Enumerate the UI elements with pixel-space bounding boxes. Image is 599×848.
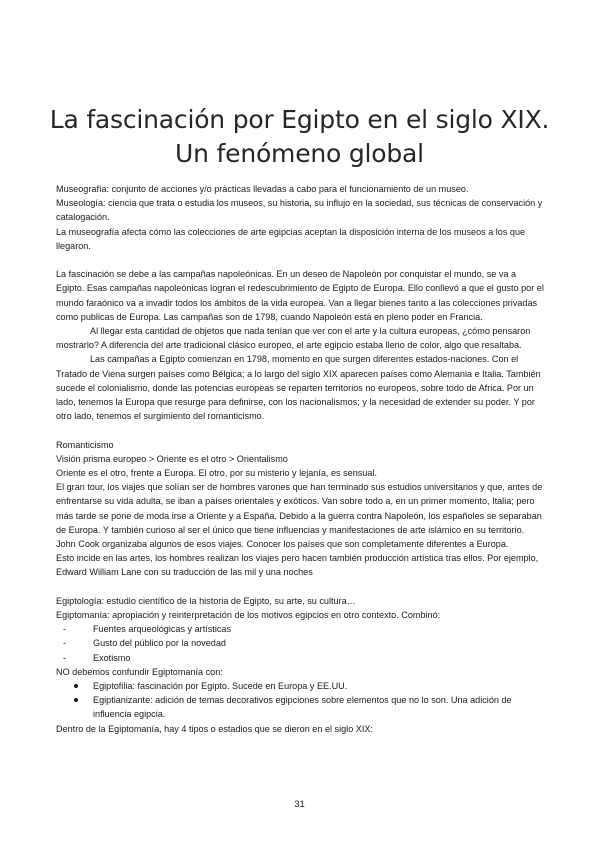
- definition-museologia: Museología: ciencia que trata o estudia los museos, su historia, su influjo en la sociedad, sus técnicas de conservación y catalogación.: [56, 198, 543, 223]
- bullet-list: [56, 679, 546, 722]
- paragraph-european-reception: Al llegar esta cantidad de objetos que nada tenían que ver con el arte y la cultura europeas, ¿cómo pensaron mostrarlo? A diferencia del arte tradicional clásico europeo, el arte egipcio estaba lleno de color, algo que resaltaba.: [56, 326, 531, 351]
- dash-marker: -: [63, 624, 67, 635]
- dash-list: [56, 622, 546, 665]
- definition-egiptologia: Egiptología: estudio científico de la historia de Egipto, su arte, su cultura…: [56, 595, 356, 606]
- page-title: La fascinación por Egipto en el siglo XIX. Un fenómeno global: [49, 105, 550, 168]
- document-body: [56, 182, 546, 736]
- paragraph-gap: [56, 580, 546, 594]
- paragraph-grand-tour: El gran tour, los viajes que solían ser de hombres varones que han terminado sus estudios universitarios y que, antes de enfrentarse su vida adulta, se iban a países orientales y exóticos. Van sobre todo a, en un primer momento, Italia; pero más tarde se pone de moda irse a Oriente y a España. Debido a la guerra contra Napoleón, los españoles se separaban de Europa. Y también curioso al ser el único que tiene influencias y manifestaciones de arte islámico en su territorio.: [56, 482, 543, 535]
- bullet-icon: [74, 698, 78, 702]
- list-item: - Fuentes arqueológicas y artísticas: [56, 622, 546, 636]
- dash-marker: -: [63, 638, 67, 649]
- dash-marker: -: [63, 652, 67, 663]
- list-item: - Gusto del público por la novedad: [56, 636, 546, 650]
- orient-other-line: Oriente es el otro, frente a Europa. El otro, por su misterio y lejanía, es sensual.: [56, 468, 377, 479]
- list-item: - Exotismo: [56, 651, 546, 665]
- orientalism-line: Visión prisma europeo > Oriente es el otro > Orientalismo: [56, 453, 288, 464]
- not-confuse-line: NO debemos confundir Egiptomanía con:: [56, 666, 223, 677]
- definition-egiptomania: Egiptomanía: apropiación y reinterpretación de los motivos egipcios en otro contexto. Combinó:: [56, 610, 441, 621]
- list-item: Egiptianizante: adición de temas decorativos egipciones sobre elementos que no lo son. Una adición de influencia egipcia.: [56, 693, 546, 721]
- bullet-icon: [74, 684, 78, 688]
- paragraph-john-cook: John Cook organizaba algunos de esos viajes. Conocer los países que son completamente diferentes a Europa.: [56, 539, 509, 550]
- definition-note: La museografía afecta cómo las colecciones de arte egipcias aceptan la disposición interna de los museos a los que llegaron.: [56, 226, 526, 251]
- definition-museografia: Museografía: conjunto de acciones y/o prácticas llevadas a cabo para el funcionamiento de un museo.: [56, 184, 469, 194]
- closing-line: Dentro de la Egiptomanía, hay 4 tipos o estadios que se dieron en el siglo XIX:: [56, 723, 373, 734]
- paragraph-gap: [56, 423, 546, 437]
- page-number: 31: [294, 799, 305, 810]
- paragraph-nation-states: Las campañas a Egipto comienzan en 1798, momento en que surgen diferentes estados-naciones. Con el Tratado de Viena surgen países como Bélgica; a lo largo del siglo XIX aparecen países como Alemania e Italia. También sucede el colonialismo, donde las potencias europeas se reparten territorios no europeos, sobre todo de Africa. Por un lado, tenemos la Europa que resurge para definirse, con los nacionalismos; y la necesidad de extender su poder. Y por otro lado, tenemos el surgimiento del romanticismo.: [56, 354, 541, 422]
- paragraph-gap: [56, 253, 546, 267]
- section-heading-romanticismo: Romanticismo: [56, 439, 114, 450]
- list-item: Egiptofilia: fascinación por Egipto. Sucede en Europa y EE.UU.: [56, 679, 546, 693]
- paragraph-artistic-production: Esto incide en las artes, los hombres realizan los viajes pero hacen también producción artística tras ellos. Por ejemplo, Edward William Lane con su traducción de las mil y una noches: [56, 553, 539, 578]
- paragraph-napoleon-campaigns: La fascinación se debe a las campañas napoleónicas. En un deseo de Napoleón por conquistar el mundo, se va a Egipto. Esas campañas napoleónicas logran el redescubrimiento de Egipto de Europa. Ello conllevó a que el gusto por el mundo faraónico va a invadir todos los ámbitos de la vida europea. Van a llegar bienes tanto a las colecciones privadas como publicas de Europa. Las campañas son de 1798, cuando Napoleón está en pleno poder en Francia.: [56, 269, 544, 322]
